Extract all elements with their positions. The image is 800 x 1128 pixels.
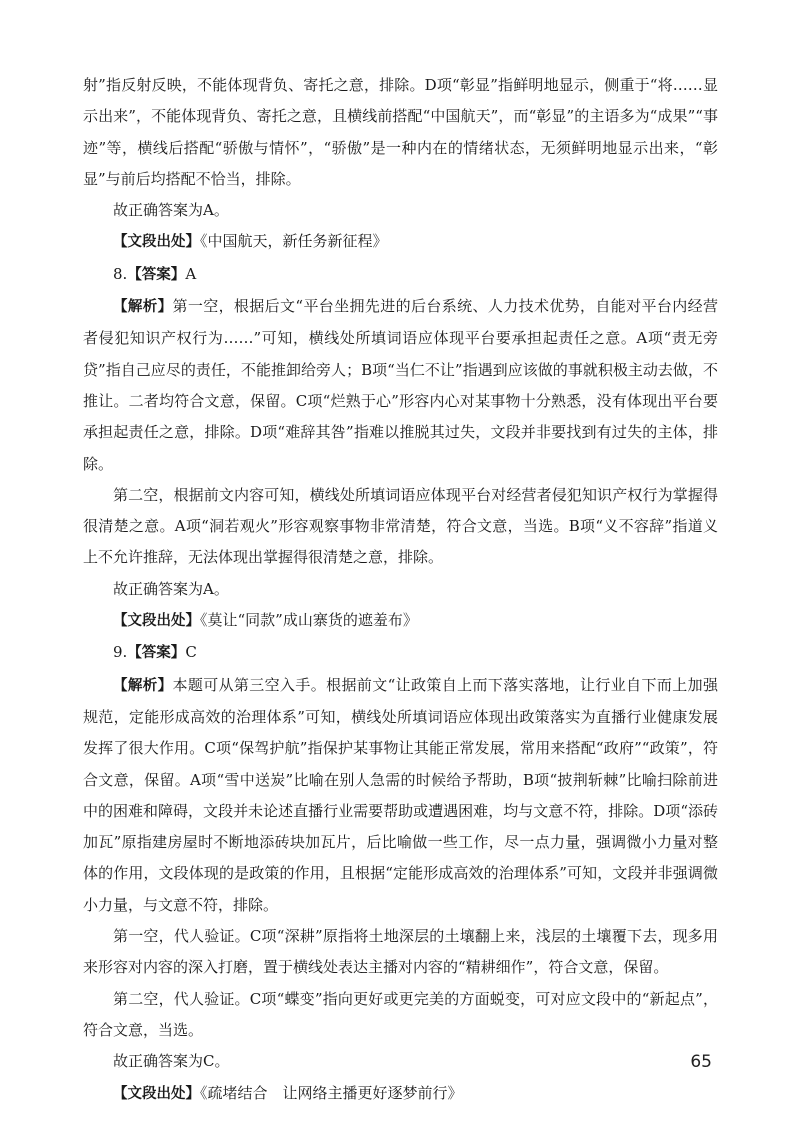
question-8-source: 【文段出处】《莫让“同款”成山寨货的遮羞布》 [113, 611, 418, 630]
paragraph-continuation: 射”指反射反映，不能体现背负、寄托之意，排除。D项“彰显”指鲜明地显示，侧重于“将……显示出来”，不能体现背负、寄托之意，且横线前搭配“中国航天”，而“彰显”的主语多为“成果”“事迹”等，横线后搭配“骄傲与情怀”，“骄傲”是一种内在的情绪状态，无须鲜明地显示出来，“彰显”与前后均搭配不恰当，排除。 [83, 76, 718, 188]
paragraph-source-7: 【文段出处】《中国航天，新任务新征程》 [113, 232, 388, 251]
question-9-analysis: 【解析】本题可从第三空入手。根据前文“让政策自上而下落实落地，让行业自下而上加强规范，定能形成高效的治理体系”可知，横线处所填词语应体现出政策落实为直播行业健康发展发挥了很大作用。C项“保驾护航”指保护某事物让其能正常发展，常用来搭配“政府”“政策”，符合文意，保留。A项“雪中送炭”比喻在别人急需的时候给予帮助，B项“披荆斩棘”比喻扫除前进中的困难和障碍，文段并未论述直播行业需要帮助或遭遇困难，均与文意不符，排除。D项“添砖加瓦”原指建房屋时不断地添砖块加瓦片，后比喻做一些工作，尽一点力量，强调微小力量对整体的作用，文段体现的是政策的作用，且根据“定能形成高效的治理体系”可知，文段并非强调微小力量，与文意不符，排除。 [83, 675, 718, 914]
question-9-answer: 9.【答案】C [113, 643, 197, 662]
question-8-conclusion: 故正确答案为A。 [113, 579, 229, 598]
paragraph-answer-7: 故正确答案为A。 [113, 201, 229, 220]
question-9-second-blank: 第二空，代人验证。C项“蝶变”指向更好或更完美的方面蜕变，可对应文段中的“新起点”，符合文意，当选。 [83, 989, 718, 1039]
question-8-answer: 8.【答案】A [113, 264, 197, 283]
question-9-first-blank: 第一空，代人验证。C项“深耕”原指将土地深层的土壤翻上来，浅层的土壤覆下去，现多用来形容对内容的深入打磨，置于横线处表达主播对内容的“精耕细作”，符合文意，保留。 [83, 927, 718, 977]
question-8-analysis: 【解析】第一空，根据后文“平台坐拥先进的后台系统、人力技术优势，自能对平台内经营者侵犯知识产权行为……”可知，横线处所填词语应体现平台要承担起责任之意。A项“责无旁贷”指自己应尽的责任，不能推卸给旁人；B项“当仁不让”指遇到应该做的事就积极主动去做，不推让。二者均符合文意，保留。C项“烂熟于心”形容内心对某事物十分熟悉，没有体现出平台要承担起责任之意，排除。D项“难辞其咎”指难以推脱其过失，文段并非要找到有过失的主体，排除。 [83, 297, 718, 473]
document-body [83, 70, 718, 1110]
question-9-conclusion: 故正确答案为C。 [113, 1052, 230, 1071]
page-number: 65 [690, 1052, 712, 1072]
question-8-second-blank: 第二空，根据前文内容可知，横线处所填词语应体现平台对经营者侵犯知识产权行为掌握得很清楚之意。A项“洞若观火”形容观察事物非常清楚，符合文意，当选。B项“义不容辞”指道义上不允许推辞，无法体现出掌握得很清楚之意，排除。 [83, 485, 718, 567]
question-9-source: 【文段出处】《疏堵结合 让网络主播更好逐梦前行》 [113, 1083, 463, 1102]
